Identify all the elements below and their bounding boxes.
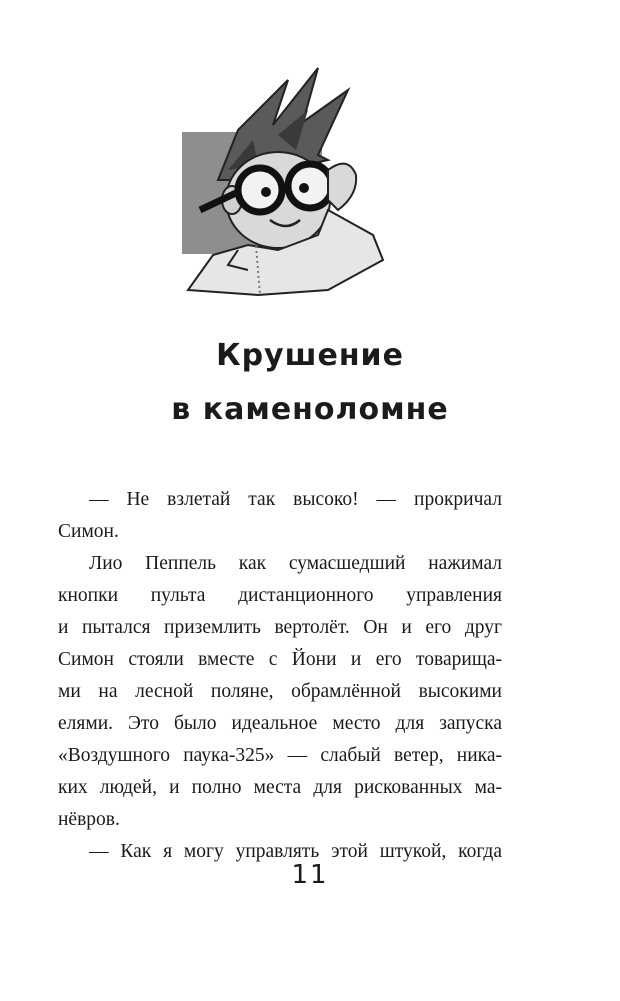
page-number: 11 [291,860,329,890]
text-line: и пытался приземлить вертолёт. Он и его друг [58,617,502,638]
text-line: елями. Это было идеальное место для запуска [58,713,502,734]
chapter-title-line-1: Крушение [216,338,404,373]
chapter-title-line-2: в каменоломне [171,392,449,427]
text-line: нёвров. [58,809,120,830]
text-line: кнопки пульта дистанционного управления [58,585,502,606]
text-line: Симон стояли вместе с Йони и его товарища- [58,649,502,670]
text-line: «Воздушного паука-325» — слабый ветер, ника- [58,745,502,766]
boy-with-glasses-illustration [178,60,393,300]
hand [328,164,356,210]
text-line: Симон. [58,521,119,542]
text-line: — Не взлетай так высоко! — прокричал [89,489,502,510]
text-line: — Как я могу управлять этой штукой, когда [89,841,502,862]
text-line: ми на лесной поляне, обрамлённой высокими [58,681,502,702]
chapter-body [58,484,502,868]
text-line: Лио Пеппель как сумасшедший нажимал [89,553,502,574]
text-line: ких людей, и полно места для рискованных ма- [58,777,502,798]
